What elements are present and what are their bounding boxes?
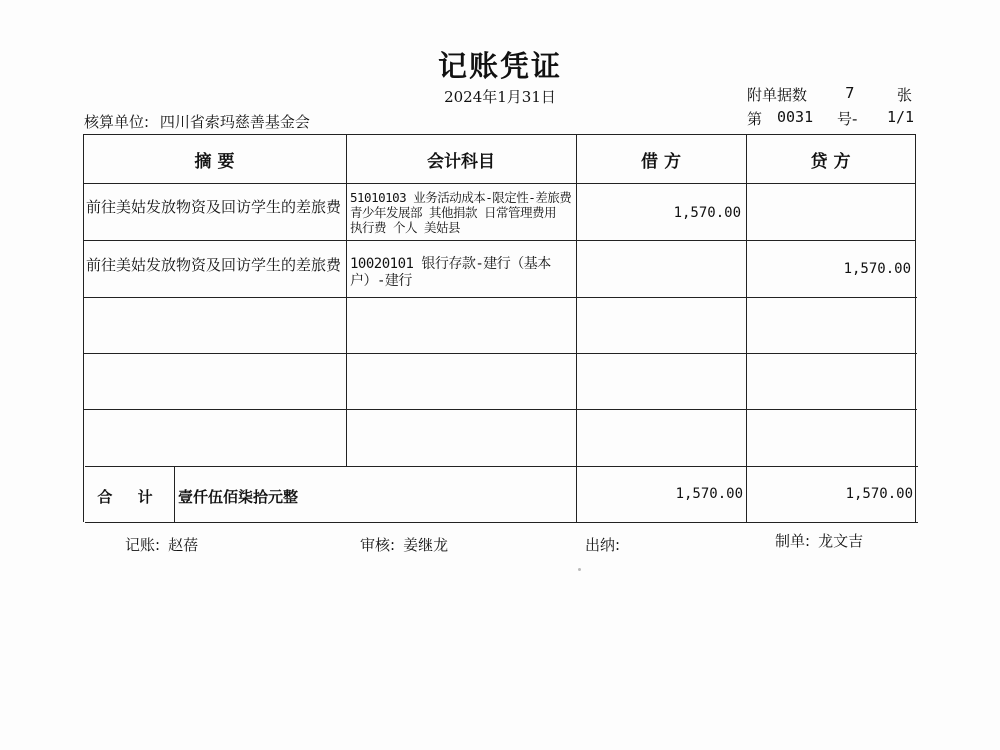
table-header-divider — [83, 183, 915, 184]
total-debit: 1,570.00 — [675, 486, 743, 502]
total-credit: 1,570.00 — [845, 486, 913, 502]
accounting-unit-label: 核算单位: — [84, 113, 150, 131]
table-border-left — [83, 134, 84, 522]
attachments-number: 7 — [845, 84, 855, 102]
preparer-label: 制单: — [775, 532, 811, 550]
attachments-label: 附单据数 — [747, 86, 808, 104]
table-row-divider — [83, 240, 916, 241]
table-border-bottom — [85, 522, 918, 523]
accounting-unit — [84, 111, 316, 132]
entry-account: 10020101 银行存款-建行（基本户）-建行 — [350, 256, 551, 289]
entry-summary: 前往美姑发放物资及回访学生的差旅费 — [86, 198, 342, 216]
column-header-credit: 贷 方 — [810, 151, 851, 172]
voucher-number-value: 0031 — [777, 108, 814, 126]
total-in-words: 壹仟伍佰柒拾元整 — [178, 488, 299, 506]
table-total-label-divider — [174, 466, 175, 522]
accounting-unit-value: 四川省索玛慈善基金会 — [159, 113, 310, 131]
table-total-divider — [85, 466, 918, 467]
cashier-label: 出纳: — [585, 536, 621, 554]
entry-summary: 前往美姑发放物资及回访学生的差旅费 — [86, 256, 342, 274]
cashier-signature — [585, 534, 628, 555]
reviewer-signature — [360, 534, 448, 555]
table-column-divider — [346, 134, 347, 466]
reviewer-label: 审核: — [360, 536, 396, 554]
scan-speck — [578, 568, 581, 571]
table-row-divider — [84, 353, 917, 354]
voucher-page: 1/1 — [887, 108, 915, 126]
column-header-account: 会计科目 — [427, 151, 495, 172]
entry-account: 51010103 业务活动成本-限定性-差旅费 青少年发展部 其他捐款 日常管理费用 执行费 个人 美姑县 — [350, 190, 572, 235]
voucher-number-prefix: 第 — [747, 110, 763, 128]
table-border-right — [915, 134, 916, 522]
voucher-date: 2024年1月31日 — [444, 88, 556, 106]
preparer-name: 龙文吉 — [818, 532, 864, 550]
table-column-divider — [746, 134, 747, 522]
table-row-divider — [84, 297, 917, 298]
reviewer-name: 姜继龙 — [403, 536, 449, 554]
bookkeeper-signature — [125, 534, 198, 555]
preparer-signature — [775, 530, 863, 551]
bookkeeper-label: 记账: — [125, 536, 161, 554]
column-header-summary: 摘 要 — [194, 151, 235, 172]
voucher-number-suffix: 号- — [837, 110, 858, 128]
entry-debit: 1,570.00 — [673, 205, 741, 221]
bookkeeper-name: 赵蓓 — [168, 536, 199, 554]
table-column-divider — [576, 134, 577, 522]
total-label: 合 计 — [97, 488, 163, 506]
voucher-title: 记账凭证 — [437, 49, 562, 83]
column-header-debit: 借 方 — [641, 151, 681, 172]
attachments-unit: 张 — [897, 86, 913, 104]
entry-credit: 1,570.00 — [843, 261, 911, 277]
table-row-divider — [84, 409, 917, 410]
